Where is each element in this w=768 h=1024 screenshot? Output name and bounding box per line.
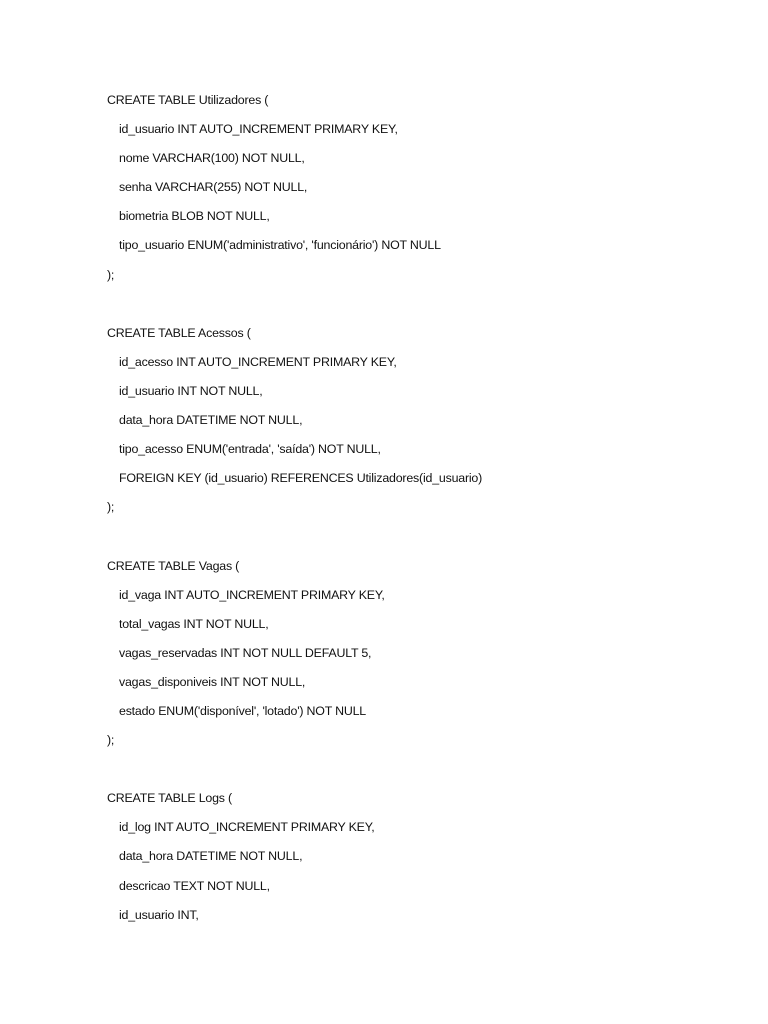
- blank-line: [107, 527, 727, 556]
- column-line: descricao TEXT NOT NULL,: [119, 878, 270, 893]
- column-line: id_usuario INT AUTO_INCREMENT PRIMARY KEY,: [119, 122, 398, 137]
- column-line: id_log INT AUTO_INCREMENT PRIMARY KEY,: [119, 820, 375, 835]
- column-line: senha VARCHAR(255) NOT NULL,: [119, 180, 308, 195]
- column-line: tipo_acesso ENUM('entrada', 'saída') NOT NULL,: [119, 442, 381, 457]
- sql-document: [107, 91, 727, 935]
- column-line: id_vaga INT AUTO_INCREMENT PRIMARY KEY,: [119, 587, 385, 602]
- create-table-acessos: CREATE TABLE Acessos (: [107, 325, 251, 340]
- close-statement: );: [107, 733, 115, 748]
- create-table-logs: CREATE TABLE Logs (: [107, 791, 232, 806]
- foreign-key-line: FOREIGN KEY (id_usuario) REFERENCES Utilizadores(id_usuario): [119, 471, 483, 486]
- column-line: id_acesso INT AUTO_INCREMENT PRIMARY KEY,: [119, 354, 397, 369]
- close-statement: );: [107, 500, 115, 515]
- close-statement: );: [107, 267, 115, 282]
- column-line: vagas_disponiveis INT NOT NULL,: [119, 674, 306, 689]
- column-line: estado ENUM('disponível', 'lotado') NOT NULL: [119, 703, 366, 718]
- column-line: id_usuario INT NOT NULL,: [119, 383, 263, 398]
- column-line: data_hora DATETIME NOT NULL,: [119, 413, 303, 428]
- column-line: data_hora DATETIME NOT NULL,: [119, 849, 303, 864]
- create-table-vagas: CREATE TABLE Vagas (: [107, 558, 240, 573]
- column-line: tipo_usuario ENUM('administrativo', 'funcionário') NOT NULL: [119, 238, 441, 253]
- create-table-utilizadores: CREATE TABLE Utilizadores (: [107, 93, 269, 107]
- column-line: total_vagas INT NOT NULL,: [119, 616, 269, 631]
- blank-line: [107, 295, 727, 324]
- column-line: vagas_reservadas INT NOT NULL DEFAULT 5,: [119, 645, 372, 660]
- column-line: nome VARCHAR(100) NOT NULL,: [119, 151, 305, 166]
- blank-line: [107, 760, 727, 789]
- column-line: biometria BLOB NOT NULL,: [119, 209, 270, 224]
- column-line: id_usuario INT,: [119, 907, 199, 922]
